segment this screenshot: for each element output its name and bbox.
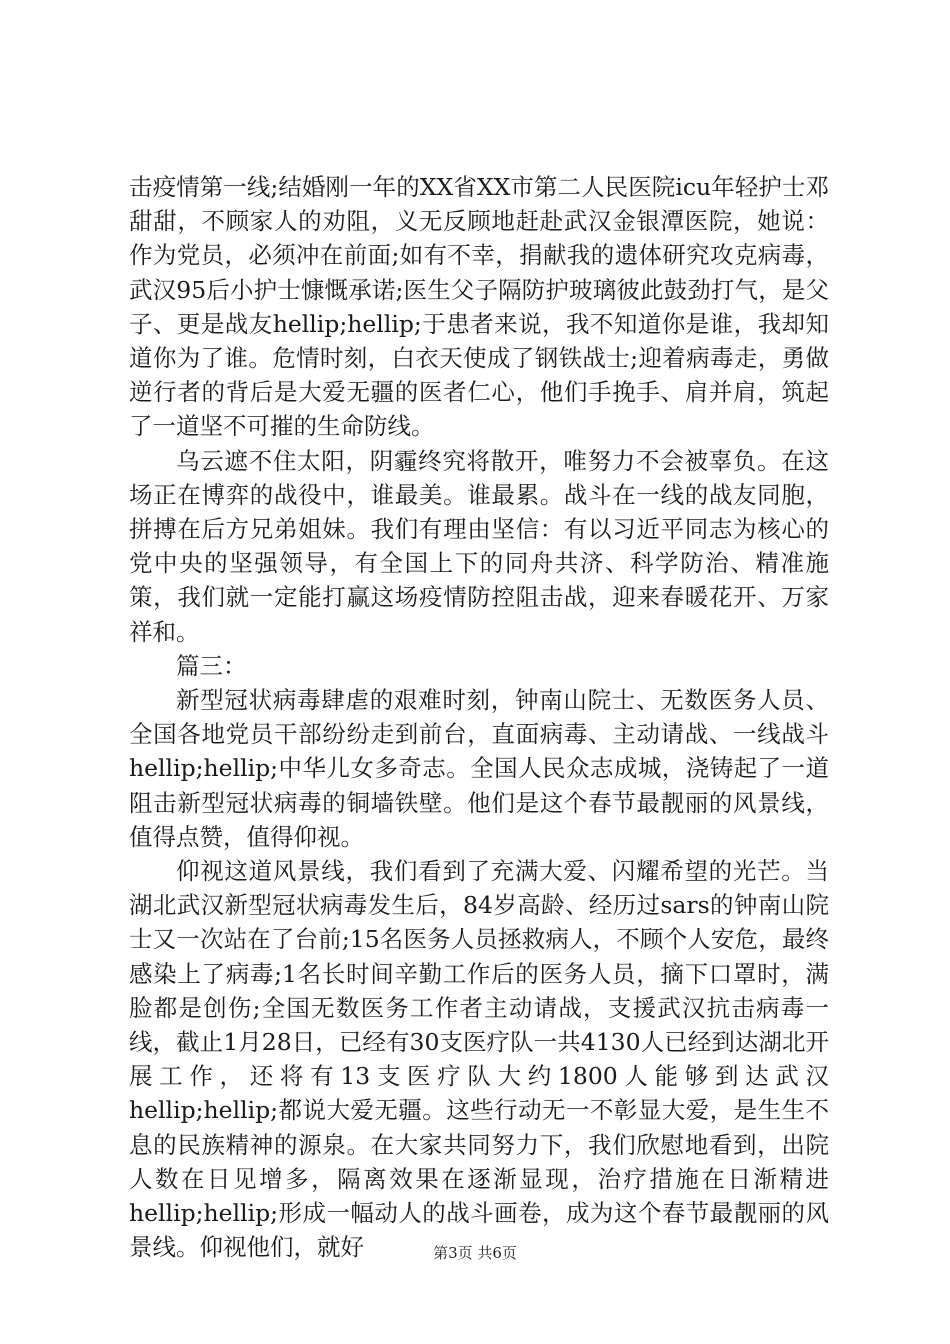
paragraph-1: 击疫情第一线;结婚刚一年的XX省XX市第二人民医院icu年轻护士邓甜甜，不顾家人的劝阻，义无反顾地赶赴武汉金银潭医院，她说：作为党员，必须冲在前面;如有不幸，捐献我的遗体研究攻克病毒，武汉95后小护士慷慨承诺;医生父子隔防护玻璃彼此鼓劲打气，是父子、更是战友hellip;hellip;于患者来说，我不知道你是谁，我却知道你为了谁。危情时刻，白衣天使成了钢铁战士;迎着病毒走，勇做逆行者的背后是大爱无疆的医者仁心，他们手挽手、肩并肩，筑起了一道坚不可摧的生命防线。: [129, 173, 829, 441]
section-heading: 篇三：: [176, 651, 247, 680]
document-body: [129, 170, 829, 1265]
paragraph-3: 新型冠状病毒肆虐的艰难时刻，钟南山院士、无数医务人员、全国各地党员干部纷纷走到前台，直面病毒、主动请战、一线战斗hellip;hellip;中华儿女多奇志。全国人民众志成城，浇铸起了一道阻击新型冠状病毒的铜墙铁壁。他们是这个春节最靓丽的风景线，值得点赞，值得仰视。: [129, 686, 829, 851]
paragraph-4: 仰视这道风景线，我们看到了充满大爱、闪耀希望的光芒。当湖北武汉新型冠状病毒发生后，84岁高龄、经历过sars的钟南山院士又一次站在了台前;15名医务人员拯救病人，不顾个人安危，最终感染上了病毒;1名长时间辛勤工作后的医务人员，摘下口罩时，满脸都是创伤;全国无数医务工作者主动请战，支援武汉抗击病毒一线，截止1月28日，已经有30支医疗队一共4130人已经到达湖北开展工作，还将有13支医疗队大约1800人能够到达武汉hellip;hellip;都说大爱无疆。这些行动无一不彰显大爱，是生生不息的民族精神的源泉。在大家共同努力下，我们欣慰地看到，出院人数在日见增多，隔离效果在逐渐显现，治疗措施在日渐精进hellip;hellip;形成一幅动人的战斗画卷，成为这个春节最靓丽的风景线。仰视他们，就好: [129, 857, 829, 1262]
page-number-footer: 第3页 共6页: [433, 1244, 517, 1262]
paragraph-2: 乌云遮不住太阳，阴霾终究将散开，唯努力不会被辜负。在这场正在博弈的战役中，谁最美。谁最累。战斗在一线的战友同胞，拼搏在后方兄弟姐妹。我们有理由坚信：有以习近平同志为核心的党中央的坚强领导，有全国上下的同舟共济、科学防治、精准施策，我们就一定能打赢这场疫情防控阻击战，迎来春暖花开、万家祥和。: [129, 446, 829, 646]
